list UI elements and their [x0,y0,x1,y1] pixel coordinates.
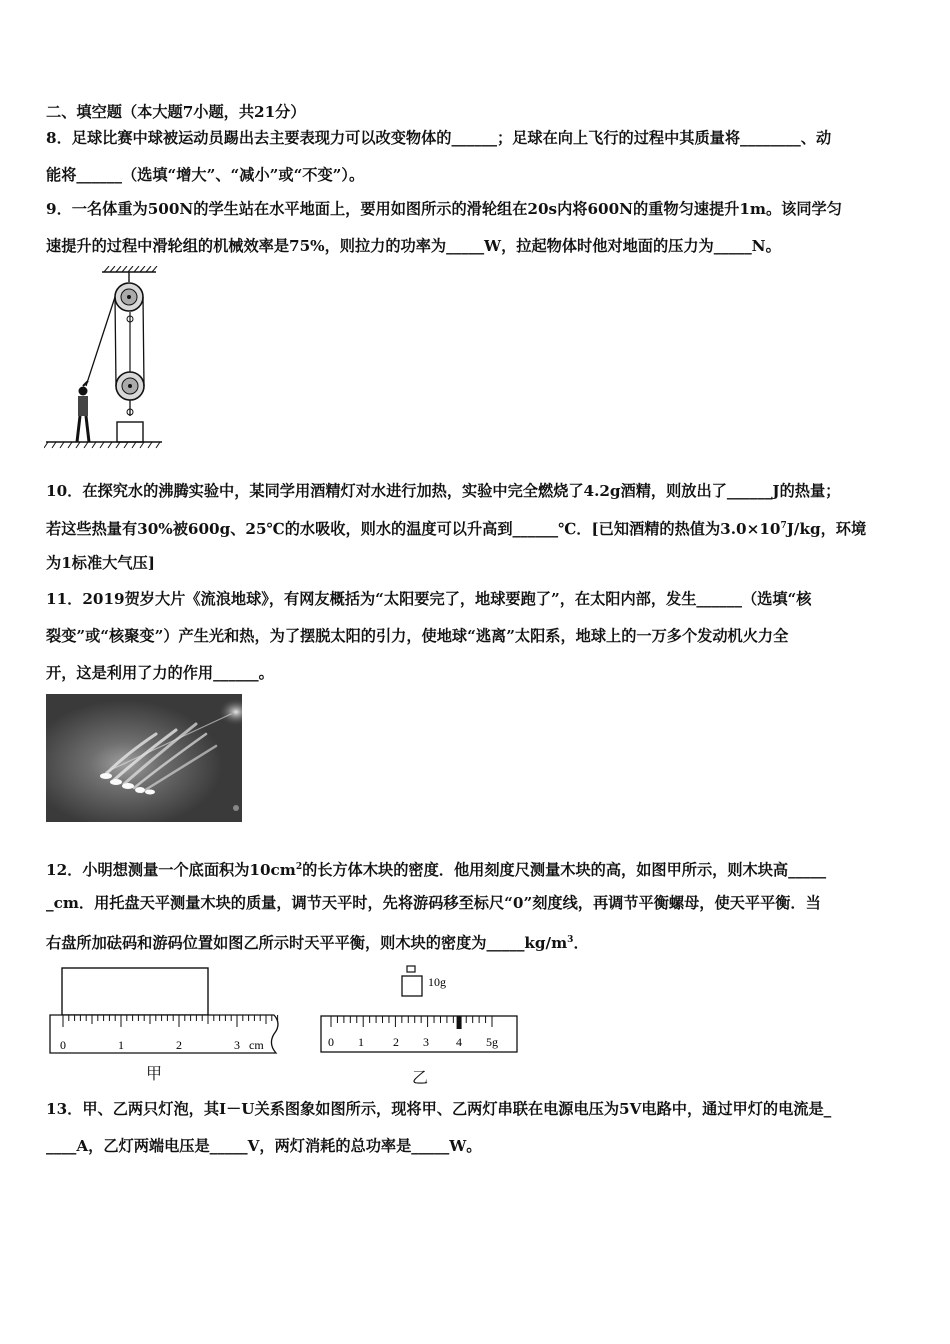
pulley-figure [44,266,164,452]
wandering-earth-photo [46,694,242,822]
scale-yi-tick-2: 2 [393,1035,399,1049]
q9-line1: 9．一名体重为500N的学生站在水平地面上，要用如图所示的滑轮组在20s内将600N的重物匀速提升1m。该同学匀 [46,200,842,218]
q12-line3: 右盘所加砝码和游码位置如图乙所示时天平平衡，则木块的密度为$\_\_\_\_\_kg/m^3$． [46,934,589,953]
q10-line2: 若这些热量有30%被600g、25℃的水吸收，则水的温度可以升高到______℃．[已知酒精的热值为$3.0\times 10^7J/kg$，环境 [46,520,867,539]
ruler-jia-tick-2: 2 [176,1038,182,1052]
scale-yi-tick-3: 3 [423,1035,429,1049]
scale-yi-tick-1: 1 [358,1035,364,1049]
q12-line2: _cm．用托盘天平测量木块的质量，调节天平时，先将游码移至标尺“0”刻度线，再调节平衡螺母，使天平平衡．当 [46,894,821,912]
ruler-jia-tick-3: 3 [234,1038,240,1052]
balance-figure-yi [318,962,522,1058]
ruler-figure-jia [46,964,286,1058]
scale-yi-end-label: 5g [486,1035,498,1049]
weight-label: 10g [428,975,446,989]
scale-yi-tick-4: 4 [456,1035,462,1049]
q9-line2: 速提升的过程中滑轮组的机械效率是75%，则拉力的功率为_____W，拉起物体时他对地面的压力为_____N。 [46,237,781,255]
q10-line3: 为1标准大气压] [46,554,155,572]
q12-line1: 12．小明想测量一个底面积为$10cm^2$的长方体木块的密度．他用刻度尺测量木块的高，如图甲所示，则木块高_____ [46,861,827,880]
q11-line1: 11．2019贺岁大片《流浪地球》，有网友概括为“太阳要完了，地球要跑了”，在太阳内部，发生______（选填“核 [46,590,812,608]
q11-line2: 裂变”或“核聚变”）产生光和热，为了摆脱太阳的引力，使地球“逃离”太阳系，地球上的一万多个发动机火力全 [46,627,789,645]
ruler-jia-tick-0: 0 [60,1038,66,1052]
section-title: 二、填空题（本大题7小题，共21分） [46,103,306,121]
q13-line1: 13．甲、乙两只灯泡，其I－U关系图象如图所示，现将甲、乙两灯串联在电源电压为5V电路中，通过甲灯的电流是_ [46,1100,832,1118]
q8-line2: 能将______（选填“增大”、“减小”或“不变”）。 [46,166,365,184]
ruler-jia-unit: cm [249,1038,264,1052]
rider-marker [457,1016,462,1029]
scale-yi-tick-0: 0 [328,1035,334,1049]
q10-line1: 10．在探究水的沸腾实验中，某同学用酒精灯对水进行加热，实验中完全燃烧了4.2g酒精，则放出了______J的热量； [46,482,841,500]
ruler-jia-tick-1: 1 [118,1038,124,1052]
q13-line2: ____A，乙灯两端电压是_____V，两灯消耗的总功率是_____W。 [46,1137,482,1155]
q8-line1: 8．足球比赛中球被运动员踢出去主要表现力可以改变物体的______；足球在向上飞行的过程中其质量将________、动 [46,129,832,147]
caption-yi: 乙 [412,1070,429,1087]
caption-jia: 甲 [146,1066,163,1083]
q11-line3: 开，这是利用了力的作用______。 [46,664,274,682]
